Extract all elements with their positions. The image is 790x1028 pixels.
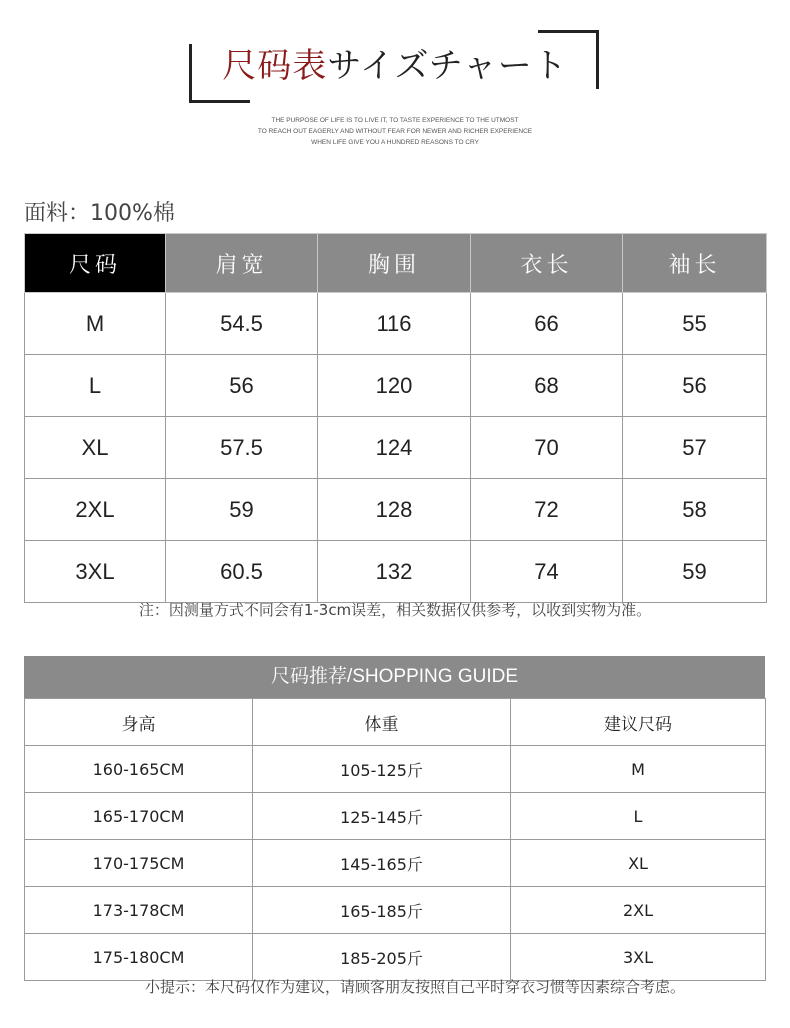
cell-sleeve: 59 bbox=[623, 541, 767, 603]
measurement-note: 注：因测量方式不同会有1-3cm误差，相关数据仅供参考，以收到实物为准。 bbox=[138, 601, 652, 619]
header-size: 尺码 bbox=[25, 234, 166, 293]
header-length: 衣长 bbox=[471, 234, 623, 293]
cell-chest: 116 bbox=[318, 293, 471, 355]
cell-recommended-size: XL bbox=[511, 840, 766, 887]
guide-header-height: 身高 bbox=[25, 699, 253, 746]
cell-height: 170-175CM bbox=[25, 840, 253, 887]
header-shoulder: 肩宽 bbox=[166, 234, 318, 293]
cell-sleeve: 58 bbox=[623, 479, 767, 541]
cell-length: 66 bbox=[471, 293, 623, 355]
tagline-line-1: THE PURPOSE OF LIFE IS TO LIVE IT, TO TASTE EXPERIENCE TO THE UTMOST bbox=[271, 117, 519, 124]
guide-header-row bbox=[25, 699, 766, 746]
cell-weight: 165-185斤 bbox=[253, 887, 511, 934]
cell-recommended-size: M bbox=[511, 746, 766, 793]
table-row bbox=[25, 479, 767, 541]
cell-shoulder: 59 bbox=[166, 479, 318, 541]
table-row bbox=[25, 840, 766, 887]
cell-shoulder: 56 bbox=[166, 355, 318, 417]
table-row bbox=[25, 887, 766, 934]
cell-recommended-size: L bbox=[511, 793, 766, 840]
table-row bbox=[25, 417, 767, 479]
header-sleeve: 袖长 bbox=[623, 234, 767, 293]
tagline-line-2: TO REACH OUT EAGERLY AND WITHOUT FEAR FOR NEWER AND RICHER EXPERIENCE bbox=[257, 128, 533, 135]
cell-height: 160-165CM bbox=[25, 746, 253, 793]
shopping-guide-table bbox=[24, 698, 766, 981]
table-row bbox=[25, 541, 767, 603]
cell-length: 70 bbox=[471, 417, 623, 479]
cell-length: 72 bbox=[471, 479, 623, 541]
size-table-header-row bbox=[25, 234, 767, 293]
table-row bbox=[25, 746, 766, 793]
shopping-guide-title: 尺码推荐/SHOPPING GUIDE bbox=[24, 656, 765, 698]
cell-recommended-size: 2XL bbox=[511, 887, 766, 934]
cell-weight: 105-125斤 bbox=[253, 746, 511, 793]
table-row bbox=[25, 293, 767, 355]
cell-height: 173-178CM bbox=[25, 887, 253, 934]
cell-height: 175-180CM bbox=[25, 934, 253, 981]
table-row bbox=[25, 934, 766, 981]
cell-size: XL bbox=[25, 417, 166, 479]
size-tip: 小提示：本尺码仅作为建议，请顾客朋友按照自己平时穿衣习惯等因素综合考虑。 bbox=[144, 978, 685, 996]
table-row bbox=[25, 355, 767, 417]
cell-length: 68 bbox=[471, 355, 623, 417]
cell-size: L bbox=[25, 355, 166, 417]
cell-recommended-size: 3XL bbox=[511, 934, 766, 981]
cell-weight: 125-145斤 bbox=[253, 793, 511, 840]
cell-sleeve: 57 bbox=[623, 417, 767, 479]
cell-chest: 124 bbox=[318, 417, 471, 479]
cell-size: 3XL bbox=[25, 541, 166, 603]
cell-chest: 132 bbox=[318, 541, 471, 603]
fabric-label: 面料：100%棉 bbox=[24, 201, 175, 226]
cell-chest: 120 bbox=[318, 355, 471, 417]
header-chest: 胸围 bbox=[318, 234, 471, 293]
title-japanese: サイズチャート bbox=[327, 46, 568, 86]
page-title bbox=[0, 44, 790, 88]
cell-sleeve: 55 bbox=[623, 293, 767, 355]
cell-weight: 145-165斤 bbox=[253, 840, 511, 887]
size-table bbox=[24, 233, 767, 603]
guide-header-recommended-size: 建议尺码 bbox=[511, 699, 766, 746]
cell-weight: 185-205斤 bbox=[253, 934, 511, 981]
cell-shoulder: 54.5 bbox=[166, 293, 318, 355]
cell-shoulder: 57.5 bbox=[166, 417, 318, 479]
table-row bbox=[25, 793, 766, 840]
cell-size: 2XL bbox=[25, 479, 166, 541]
cell-length: 74 bbox=[471, 541, 623, 603]
cell-chest: 128 bbox=[318, 479, 471, 541]
guide-header-weight: 体重 bbox=[253, 699, 511, 746]
title-chinese: 尺码表 bbox=[222, 46, 328, 86]
cell-height: 165-170CM bbox=[25, 793, 253, 840]
cell-sleeve: 56 bbox=[623, 355, 767, 417]
tagline-line-3: WHEN LIFE GIVE YOU A HUNDRED REASONS TO CRY bbox=[311, 139, 479, 146]
cell-shoulder: 60.5 bbox=[166, 541, 318, 603]
cell-size: M bbox=[25, 293, 166, 355]
